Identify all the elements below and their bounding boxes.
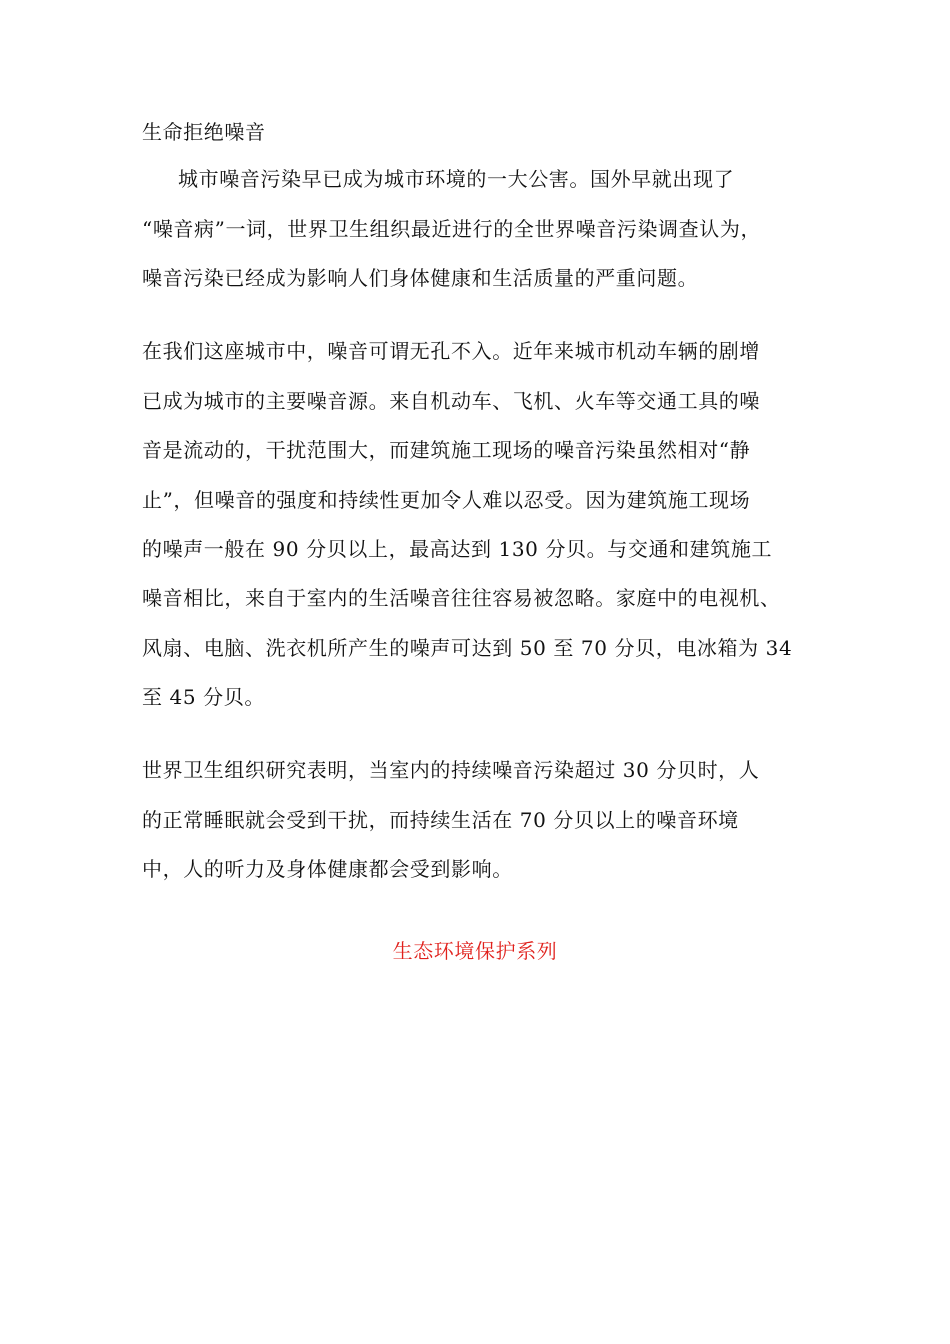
paragraph-2-line-6: 噪音相比，来自于室内的生活噪音往往容易被忽略。家庭中的电视机、 bbox=[142, 586, 781, 610]
document-title: 生命拒绝噪音 bbox=[142, 120, 266, 144]
paragraph-2-line-7: 风扇、电脑、洗衣机所产生的噪声可达到 50 至 70 分贝，电冰箱为 34 bbox=[142, 636, 793, 660]
paragraph-3-line-1: 世界卫生组织研究表明，当室内的持续噪音污染超过 30 分贝时，人 bbox=[142, 758, 760, 782]
paragraph-2-line-1: 在我们这座城市中，噪音可谓无孔不入。近年来城市机动车辆的剧增 bbox=[142, 339, 760, 363]
paragraph-2-line-5: 的噪声一般在 90 分贝以上，最高达到 130 分贝。与交通和建筑施工 bbox=[142, 537, 773, 561]
paragraph-3-line-2: 的正常睡眠就会受到干扰，而持续生活在 70 分贝以上的噪音环境 bbox=[142, 808, 739, 832]
paragraph-1-line-3: 噪音污染已经成为影响人们身体健康和生活质量的严重问题。 bbox=[142, 266, 699, 290]
paragraph-2-line-4: 止”，但噪音的强度和持续性更加令人难以忍受。因为建筑施工现场 bbox=[142, 488, 751, 512]
series-footer: 生态环境保护系列 bbox=[392, 939, 558, 963]
paragraph-1-line-1: 城市噪音污染早已成为城市环境的一大公害。国外早就出现了 bbox=[178, 167, 735, 191]
paragraph-2-line-3: 音是流动的，干扰范围大，而建筑施工现场的噪音污染虽然相对“静 bbox=[142, 438, 751, 462]
paragraph-2-line-2: 已成为城市的主要噪音源。来自机动车、飞机、火车等交通工具的噪 bbox=[142, 389, 760, 413]
paragraph-1-line-2: “噪音病”一词，世界卫生组织最近进行的全世界噪音污染调查认为， bbox=[142, 217, 762, 241]
paragraph-3-line-3: 中，人的听力及身体健康都会受到影响。 bbox=[142, 857, 513, 881]
paragraph-2-line-8: 至 45 分贝。 bbox=[142, 685, 265, 709]
